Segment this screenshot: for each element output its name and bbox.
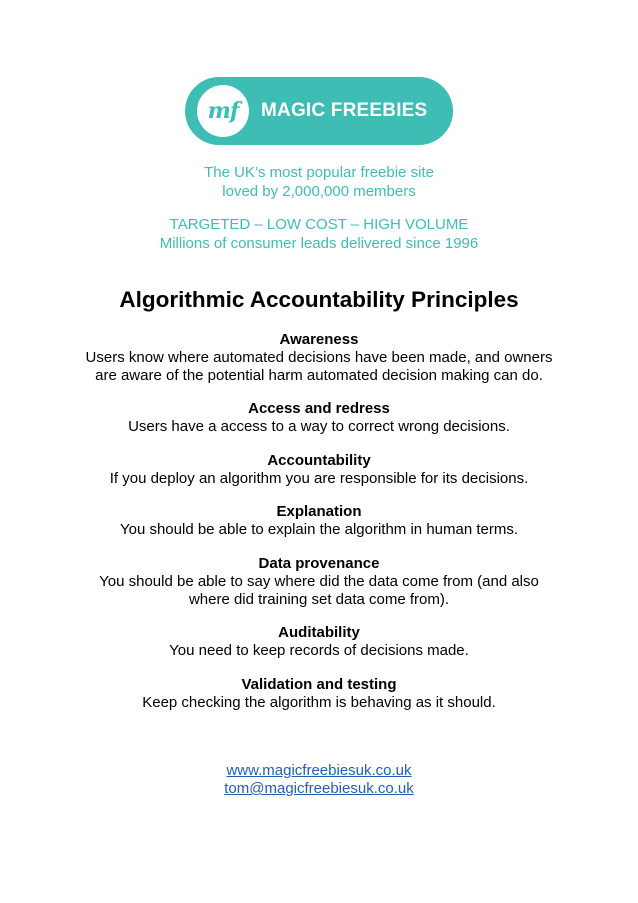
principle-heading-access-and-redress: Access and redress xyxy=(248,400,390,417)
logo-name: MAGIC FREEBIES xyxy=(261,100,428,121)
principle-text: You should be able to say where did the data come from (and also xyxy=(99,573,539,590)
principle-text: where did training set data come from). xyxy=(188,591,450,608)
principle-heading-explanation: Explanation xyxy=(276,503,362,520)
website-link-row xyxy=(0,762,638,780)
email-link[interactable]: tom@magicfreebiesuk.co.uk xyxy=(224,780,414,797)
tagline-line-4: Millions of consumer leads delivered since 1996 xyxy=(159,235,479,252)
tagline-line-1: The UK’s most popular freebie site xyxy=(204,164,434,181)
principle-text: If you deploy an algorithm you are responsible for its decisions. xyxy=(109,470,529,487)
principle-text: Keep checking the algorithm is behaving as it should. xyxy=(142,694,496,711)
principle-heading-accountability: Accountability xyxy=(267,452,371,469)
logo-circle-icon xyxy=(197,85,249,137)
principle-heading-auditability: Auditability xyxy=(278,624,360,641)
principle-heading-awareness: Awareness xyxy=(279,331,359,348)
principle-text: You need to keep records of decisions made. xyxy=(169,642,469,659)
principle-text: You should be able to explain the algorithm in human terms. xyxy=(119,521,519,538)
principle-text: Users have a access to a way to correct wrong decisions. xyxy=(128,418,510,435)
tagline-line-2: loved by 2,000,000 members xyxy=(222,183,416,200)
email-link-row xyxy=(0,780,638,798)
principle-heading-data-provenance: Data provenance xyxy=(258,555,380,572)
tagline-line-3: TARGETED – LOW COST – HIGH VOLUME xyxy=(169,216,469,233)
website-link[interactable]: www.magicfreebiesuk.co.uk xyxy=(226,762,412,779)
principle-text: are aware of the potential harm automated decision making can do. xyxy=(95,367,543,384)
logo-mark: mf xyxy=(207,98,239,124)
magic-freebies-logo xyxy=(185,77,453,145)
principle-text: Users know where automated decisions have been made, and owners xyxy=(85,349,553,366)
page-title: Algorithmic Accountability Principles xyxy=(119,287,519,312)
principle-heading-validation-and-testing: Validation and testing xyxy=(241,676,397,693)
